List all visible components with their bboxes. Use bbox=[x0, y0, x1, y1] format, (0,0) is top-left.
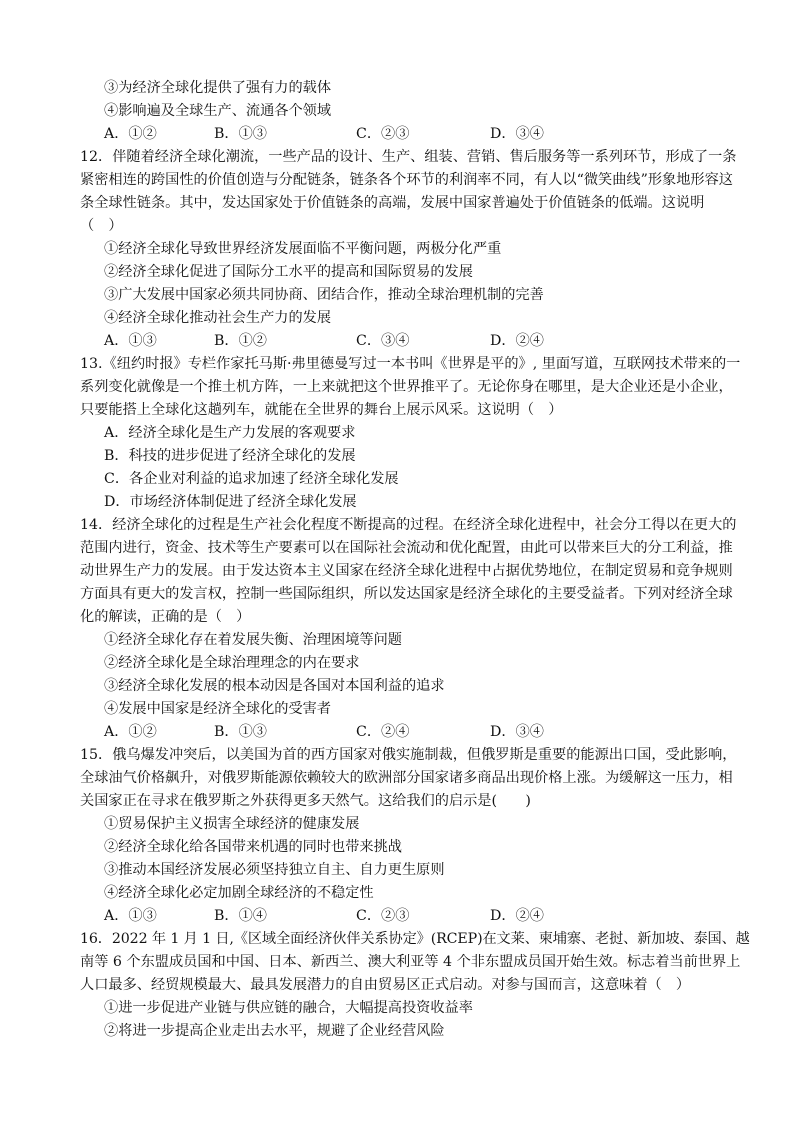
q13-stem-line-2: 系列变化就像是一个推土机方阵，一上来就把这个世界推平了。无论你身在哪里，是大企业还是小企业， bbox=[80, 379, 733, 395]
q16-stem-line-2: 南等 6 个东盟成员国和中国、日本、新西兰、澳大利亚等 4 个非东盟成员国开始生效。标志着当前世界上 bbox=[80, 954, 741, 970]
q13-stem-line-1: 13.《纽约时报》专栏作家托马斯·弗里德曼写过一本书叫《世界是平的》, 里面写道，互联网技术带来的一 bbox=[80, 356, 741, 372]
q16-option-2: ②将进一步提高企业走出去水平，规避了企业经营风险 bbox=[104, 1023, 445, 1039]
q14-option-1: ①经济全球化存在着发展失衡、治理困境等问题 bbox=[104, 632, 402, 648]
q15-option-2: ②经济全球化给各国带来机遇的同时也带来挑战 bbox=[104, 839, 402, 855]
q15-option-3: ③推动本国经济发展必须坚持独立自主、自力更生原则 bbox=[104, 862, 445, 878]
q15-choices bbox=[104, 906, 704, 926]
q15-choice-d: D．②④ bbox=[490, 908, 544, 924]
q11-option-3: ③为经济全球化提供了强有力的载体 bbox=[104, 80, 332, 96]
q12-choice-b: B．①② bbox=[214, 333, 267, 349]
q14-choice-a: A．①② bbox=[104, 724, 157, 740]
q12-stem-line-2: 紧密相连的跨国性的价值创造与分配链条，链条各个环节的利润率不同，有人以“微笑曲线”形象地形容这 bbox=[80, 172, 733, 188]
q12-stem-line-4: （ ） bbox=[80, 218, 123, 234]
q11-option-4: ④影响遍及全球生产、流通各个领域 bbox=[104, 103, 332, 119]
q13-option-b: B．科技的进步促进了经济全球化的发展 bbox=[104, 448, 356, 464]
q12-choice-a: A．①③ bbox=[104, 333, 157, 349]
q15-option-1: ①贸易保护主义损害全球经济的健康发展 bbox=[104, 816, 360, 832]
q11-choice-b: B．①③ bbox=[214, 126, 267, 142]
q15-option-4: ④经济全球化必定加剧全球经济的不稳定性 bbox=[104, 885, 374, 901]
q16-stem-line-1: 16．2022 年 1 月 1 日,《区域全面经济伙伴关系协定》(RCEP)在文莱、柬埔寨、老挝、新加坡、泰国、越 bbox=[80, 931, 750, 947]
q13-option-a: A．经济全球化是生产力发展的客观要求 bbox=[104, 425, 356, 441]
q14-option-3: ③经济全球化发展的根本动因是各国对本国利益的追求 bbox=[104, 678, 445, 694]
q11-choice-d: D．③④ bbox=[490, 126, 544, 142]
q14-stem-line-4: 方面具有更大的发言权，控制一些国际组织，所以发达国家是经济全球化的主要受益者。下列对经济全球 bbox=[80, 586, 733, 602]
q12-option-1: ①经济全球化导致世界经济发展面临不平衡问题，两极分化严重 bbox=[104, 241, 502, 257]
q13-stem-line-3: 只要能搭上全球化这趟列车，就能在全世界的舞台上展示风采。这说明（ ） bbox=[80, 402, 563, 418]
q12-stem-line-3: 条全球性链条。其中，发达国家处于价值链条的高端，发展中国家普遍处于价值链条的低端。这说明 bbox=[80, 195, 705, 211]
q12-choice-d: D．②④ bbox=[490, 333, 544, 349]
q12-option-3: ③广大发展中国家必须共同协商、团结合作，推动全球治理机制的完善 bbox=[104, 287, 544, 303]
q15-stem-line-3: 关国家正在寻求在俄罗斯之外获得更多天然气。这给我们的启示是( ) bbox=[80, 793, 531, 809]
q14-stem-line-2: 范围内进行，资金、技术等生产要素可以在国际社会流动和优化配置，由此可以带来巨大的分工利益，推 bbox=[80, 540, 733, 556]
q15-choice-b: B．①④ bbox=[214, 908, 267, 924]
q14-choice-b: B．①③ bbox=[214, 724, 267, 740]
q14-stem-line-5: 化的解读，正确的是（ ） bbox=[80, 609, 251, 625]
q12-choices bbox=[104, 331, 704, 351]
q14-option-2: ②经济全球化是全球治理理念的内在要求 bbox=[104, 655, 360, 671]
q14-choice-c: C．②④ bbox=[356, 724, 410, 740]
q12-stem-line-1: 12．伴随着经济全球化潮流，一些产品的设计、生产、组装、营销、售后服务等一系列环节，形成了一条 bbox=[80, 149, 737, 165]
q12-option-4: ④经济全球化推动社会生产力的发展 bbox=[104, 310, 332, 326]
q12-option-2: ②经济全球化促进了国际分工水平的提高和国际贸易的发展 bbox=[104, 264, 473, 280]
q15-stem-line-2: 全球油气价格飙升，对俄罗斯能源依赖较大的欧洲部分国家诸多商品出现价格上涨。为缓解这一压力，相 bbox=[80, 770, 733, 786]
q14-stem-line-1: 14．经济全球化的过程是生产社会化程度不断提高的过程。在经济全球化进程中，社会分工得以在更大的 bbox=[80, 517, 737, 533]
q11-choice-a: A．①② bbox=[104, 126, 157, 142]
q14-option-4: ④发展中国家是经济全球化的受害者 bbox=[104, 701, 332, 717]
q11-choices bbox=[104, 124, 704, 144]
q16-option-1: ①进一步促进产业链与供应链的融合，大幅提高投资收益率 bbox=[104, 1000, 473, 1016]
q15-choice-a: A．①③ bbox=[104, 908, 157, 924]
q14-stem-line-3: 动世界生产力的发展。由于发达资本主义国家在经济全球化进程中占据优势地位，在制定贸易和竞争规则 bbox=[80, 563, 733, 579]
q15-choice-c: C．②③ bbox=[356, 908, 410, 924]
q11-choice-c: C．②③ bbox=[356, 126, 410, 142]
q13-option-d: D．市场经济体制促进了经济全球化发展 bbox=[104, 494, 357, 510]
q13-option-c: C．各企业对利益的追求加速了经济全球化发展 bbox=[104, 471, 399, 487]
q12-choice-c: C．③④ bbox=[356, 333, 410, 349]
q14-choices bbox=[104, 722, 704, 742]
q15-stem-line-1: 15．俄乌爆发冲突后，以美国为首的西方国家对俄实施制裁，但俄罗斯是重要的能源出口国，受此影响， bbox=[80, 747, 737, 763]
q16-stem-line-3: 人口最多、经贸规模最大、最具发展潜力的自由贸易区正式启动。对参与国而言，这意味着（ ） bbox=[80, 977, 691, 993]
q14-choice-d: D．③④ bbox=[490, 724, 544, 740]
